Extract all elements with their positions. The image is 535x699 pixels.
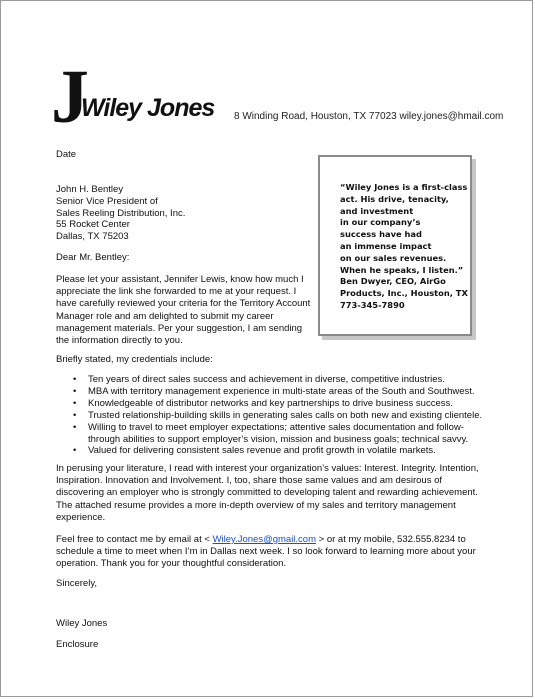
quote-line: act. His drive, tenacity, (340, 193, 449, 204)
credentials-list (56, 374, 496, 457)
recipient-line: John H. Bentley (56, 184, 124, 195)
recipient-line: Sales Reeling Distribution, Inc. (56, 207, 186, 219)
closing: Sincerely, (56, 578, 98, 589)
contact-text-after: > or at my mobile, 532.555.8234 to schedule a time to meet when I’m in Dallas next week. I so look forward to learning more about your operation. Thank you for your thoughtful consideration. (56, 534, 476, 570)
quote-phone: 773-345-7890 (340, 299, 405, 310)
quote-attribution: Ben Dwyer, CEO, AirGo (340, 276, 446, 287)
recipient-line: Dallas, TX 75203 (56, 231, 129, 243)
enclosure-note: Enclosure (56, 639, 99, 650)
quote-line: “Wiley Jones is a first-class (340, 182, 468, 192)
paragraph-contact (56, 534, 486, 571)
credential-item: • Ten years of direct sales success and achievement in diverse, competitive industries. (56, 374, 496, 386)
quote-line: and investment (340, 205, 414, 216)
paragraph-values: In perusing your literature, I read with interest your organization’s values: Interest. Integrity. Intention, Inspiration. Innovation and Involvement. I, too, share those same values and am desirous of discovering an employer who is strongly committed to developing talent and rewarding achievement. The attached resume provides a more in-depth overview of my sales and territory management experience. (56, 463, 479, 523)
contact-text-before: Feel free to contact me by email at < (56, 534, 213, 545)
quote-line: When he speaks, I listen.” (340, 264, 464, 275)
credential-item: • Valued for delivering consistent sales revenue and profit growth in volatile markets. (56, 445, 496, 457)
signer-name: Wiley Jones (56, 618, 108, 629)
quote-line: an immense impact (340, 240, 432, 251)
date-label: Date (56, 149, 77, 160)
recipient-address (56, 184, 185, 243)
credential-item: • Knowledgeable of distributor networks and key partnerships to drive business success. (56, 398, 496, 410)
logo-monogram: J (51, 55, 87, 139)
paragraph-intro: Please let your assistant, Jennifer Lewis, know how much I appreciate the link she forwarded to me at your request. I have carefully reviewed your criteria for the Territory Account Manager role and am delighted to submit my career management materials. Per your suggestion, I am sending the information directly to you. (56, 274, 311, 347)
credential-item: • Willing to travel to meet employer expectations; attentive sales documentation and follow-through abilities to support employer’s vision, mission and business goals; technical savvy. (56, 422, 496, 446)
testimonial-box (318, 155, 472, 336)
quote-line: in our company’s (340, 217, 421, 228)
contact-line: 8 Winding Road, Houston, TX 77023 wiley.jones@hmail.com (234, 111, 504, 122)
credentials-intro: Briefly stated, my credentials include: (56, 354, 213, 365)
credential-item: • Trusted relationship-building skills in generating sales calls on both new and existing clientele. (56, 410, 496, 422)
credential-item: • MBA with territory management experience in multi-state areas of the South and Southwest. (56, 386, 496, 398)
recipient-line: 55 Rocket Center (56, 219, 130, 231)
quote-attribution: Products, Inc., Houston, TX (340, 288, 468, 299)
recipient-line: Senior Vice President of (56, 195, 158, 207)
logo-name: Wiley Jones (81, 94, 215, 122)
email-link[interactable]: Wiley.Jones@gmail.com (212, 534, 317, 545)
salutation: Dear Mr. Bentley: (56, 252, 130, 263)
quote-line: on our sales revenues. (340, 252, 447, 263)
quote-line: success have had (340, 229, 422, 240)
testimonial-quote (340, 182, 472, 312)
